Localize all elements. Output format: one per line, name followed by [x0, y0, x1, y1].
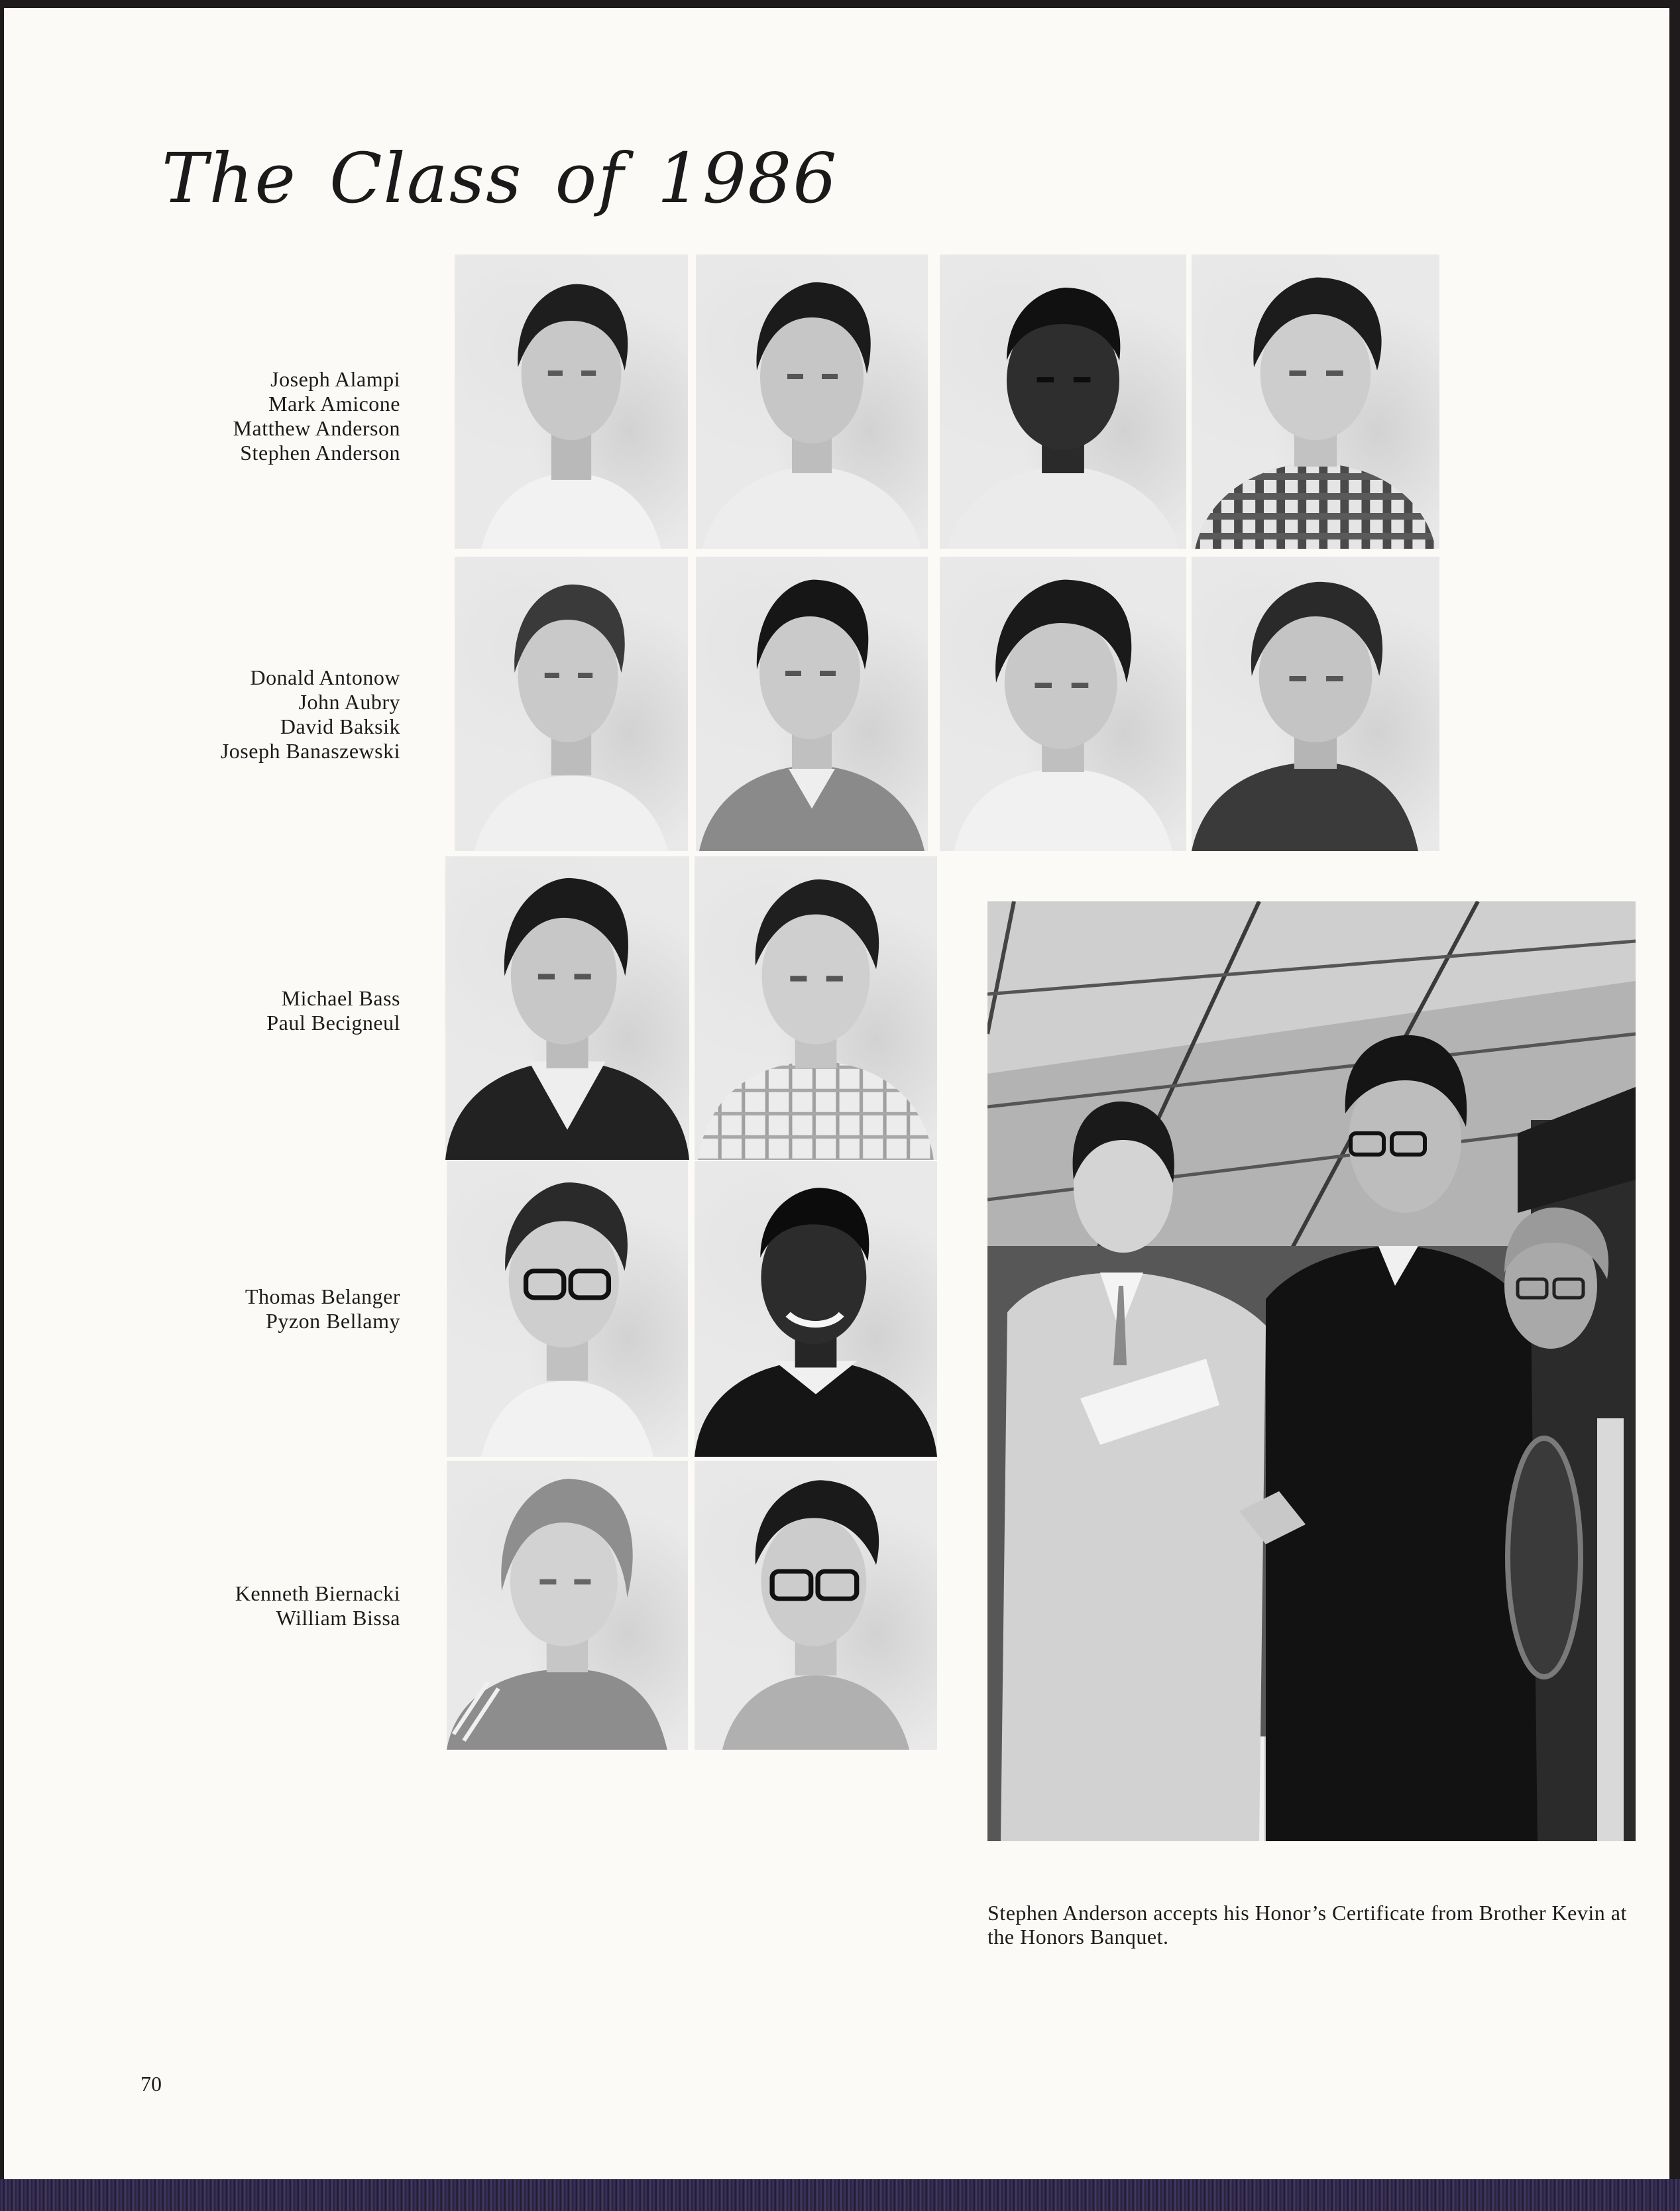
student-name: Donald Antonow [250, 665, 400, 689]
student-name: Michael Bass [281, 986, 400, 1010]
student-portrait [1192, 557, 1439, 851]
student-name: Kenneth Biernacki [235, 1581, 400, 1605]
student-name: Thomas Belanger [245, 1284, 400, 1308]
name-list-row-5 [235, 1581, 400, 1630]
name-list-row-2 [221, 665, 400, 764]
student-portrait [940, 255, 1186, 549]
student-portrait [455, 557, 688, 851]
page-number: 70 [140, 2072, 162, 2096]
student-name: Pyzon Bellamy [266, 1309, 400, 1333]
student-name: Mark Amicone [268, 392, 400, 416]
student-portrait [1192, 255, 1439, 549]
student-name: Matthew Anderson [233, 416, 400, 440]
student-portrait [695, 1161, 937, 1457]
page-title: The Class of 1986 [162, 138, 838, 219]
yearbook-page [4, 8, 1669, 2179]
student-portrait [696, 255, 928, 549]
student-name: William Bissa [276, 1606, 400, 1630]
name-list-row-1 [233, 367, 400, 465]
student-portrait [695, 1461, 937, 1750]
name-list-row-4 [245, 1284, 400, 1333]
honors-banquet-photo [987, 901, 1636, 1841]
photo-caption: Stephen Anderson accepts his Honor’s Certificate from Brother Kevin at the Honors Banquet. [987, 1901, 1627, 1949]
student-portrait [696, 557, 928, 851]
student-name: Paul Becigneul [266, 1011, 400, 1035]
student-name: David Baksik [280, 714, 400, 738]
name-list-row-3 [266, 986, 400, 1035]
student-portrait [445, 856, 689, 1160]
student-portrait [447, 1461, 688, 1750]
student-portrait [940, 557, 1186, 851]
student-name: John Aubry [298, 690, 400, 714]
student-portrait [447, 1161, 688, 1457]
student-portrait [695, 856, 937, 1160]
student-name: Stephen Anderson [240, 441, 400, 465]
student-name: Joseph Banaszewski [220, 739, 400, 763]
scan-edge [0, 2179, 1680, 2211]
student-portrait [455, 255, 688, 549]
student-name: Joseph Alampi [270, 367, 400, 391]
